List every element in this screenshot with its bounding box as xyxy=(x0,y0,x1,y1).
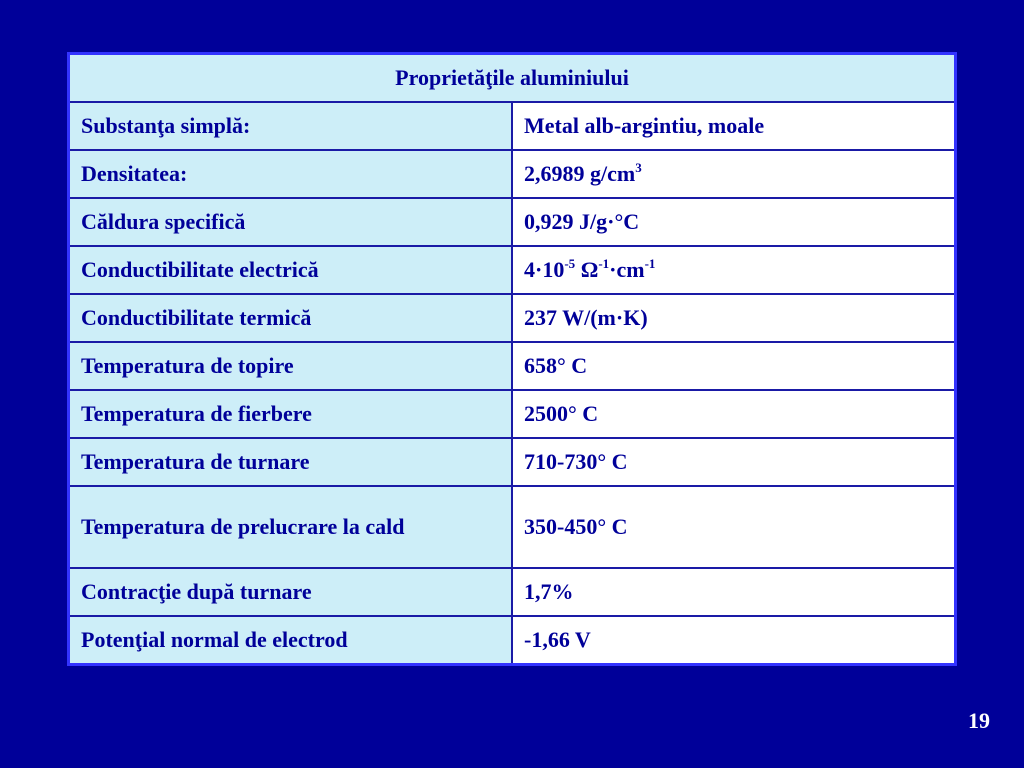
property-name: Conductibilitate electrică xyxy=(69,246,513,294)
property-value xyxy=(512,390,956,438)
superscript: -1 xyxy=(598,256,610,271)
table-title: Proprietăţile aluminiului xyxy=(69,54,956,103)
table-row xyxy=(69,438,956,486)
property-name: Căldura specifică xyxy=(69,198,513,246)
property-name: Temperatura de topire xyxy=(69,342,513,390)
property-value xyxy=(512,294,956,342)
property-value xyxy=(512,568,956,616)
property-value xyxy=(512,486,956,568)
value-text: 237 W/(m·K) xyxy=(524,305,648,330)
value-text: 2,6989 g/cm xyxy=(524,161,636,186)
value-text: -1,66 V xyxy=(524,627,591,652)
property-name: Contracţie după turnare xyxy=(69,568,513,616)
property-name: Densitatea: xyxy=(69,150,513,198)
value-text: 2500° C xyxy=(524,401,599,426)
value-text: 658° C xyxy=(524,353,588,378)
value-text: 350-450° C xyxy=(524,514,628,539)
property-value xyxy=(512,616,956,665)
property-value xyxy=(512,150,956,198)
property-name: Potenţial normal de electrod xyxy=(69,616,513,665)
property-value xyxy=(512,438,956,486)
property-name: Substanţa simplă: xyxy=(69,102,513,150)
property-value xyxy=(512,198,956,246)
properties-table xyxy=(67,52,957,666)
property-value xyxy=(512,102,956,150)
value-text: ·cm xyxy=(609,257,645,282)
page-number: 19 xyxy=(968,708,990,733)
table-header-row xyxy=(69,54,956,103)
value-text: 4·10 xyxy=(524,257,565,282)
value-text: 710-730° C xyxy=(524,449,628,474)
property-name: Conductibilitate termică xyxy=(69,294,513,342)
property-value xyxy=(512,246,956,294)
table-row xyxy=(69,342,956,390)
property-value xyxy=(512,342,956,390)
table-row xyxy=(69,246,956,294)
table-row xyxy=(69,102,956,150)
table-row xyxy=(69,198,956,246)
value-text: 1,7% xyxy=(524,579,574,604)
property-name: Temperatura de prelucrare la cald xyxy=(69,486,513,568)
value-text: 0,929 J/g·°C xyxy=(524,209,640,234)
property-name: Temperatura de fierbere xyxy=(69,390,513,438)
superscript: -1 xyxy=(644,256,656,271)
table-row xyxy=(69,150,956,198)
table-row xyxy=(69,486,956,568)
table-row xyxy=(69,616,956,665)
value-text: Ω xyxy=(575,257,599,282)
value-text: Metal alb-argintiu, moale xyxy=(524,113,765,138)
property-name: Temperatura de turnare xyxy=(69,438,513,486)
table-row xyxy=(69,568,956,616)
superscript: 3 xyxy=(635,160,642,175)
table-row xyxy=(69,294,956,342)
superscript: -5 xyxy=(564,256,576,271)
table-row xyxy=(69,390,956,438)
